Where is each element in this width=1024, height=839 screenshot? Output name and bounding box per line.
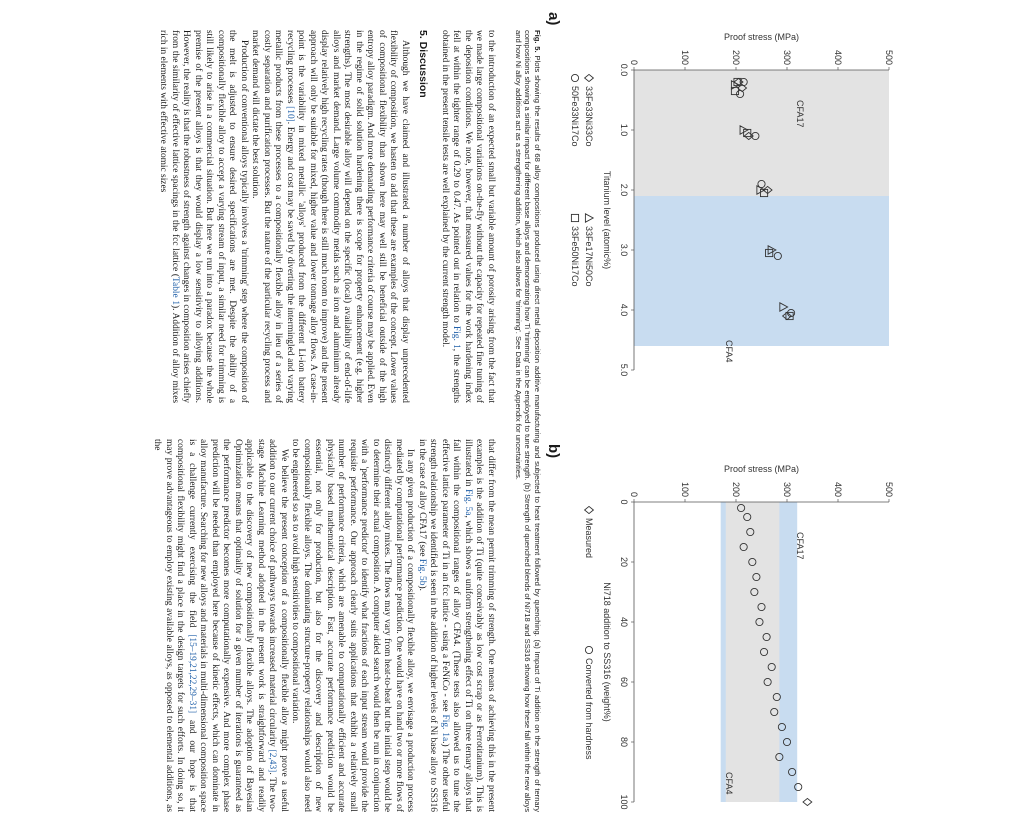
- band-label-cfa17: CFA17: [795, 100, 806, 128]
- y-tick-label: 200: [731, 49, 741, 65]
- figure-link[interactable]: Fig. 5a: [463, 489, 473, 516]
- y-axis-label: Proof stress (MPa): [723, 464, 800, 474]
- band-label-cfa17: CFA17: [795, 532, 806, 560]
- y-tick-label: 100: [680, 49, 690, 65]
- legend-marker-diamond: [585, 74, 594, 81]
- chart-panel-a: [544, 30, 984, 380]
- legend-marker-diamond: [585, 506, 594, 513]
- y-tick-label: 400: [833, 49, 843, 65]
- text-run: Although we have claimed and illustrated a number of alloys that display unprecedented flexibility of composition, we hasten to add that these are examples of the concept. Lower values of compositional flexibility than shown here may well still be beneficial outside of the high entropy alloy paradigm. And more demanding performance criteria of course may be applied. Even in the regime of solid solution hardening there is scope for property enhancement (e.g. higher strengths). The most desirable alloy will depend on the specific (local) availability of end-of-life alloys and market demand. Large volume commodity metals such as iron and aluminium already display relatively high recycling rates (though there is still much room to improve) and the present approach will only be suitable for mixed, higher value and lower tonnage alloy flows. A case-in-point is the variability in mixed metallic 'alloys' produced from the different Li-ion battery recycling processes: [285, 30, 410, 403]
- band-label-cfa4: CFA4: [723, 772, 734, 795]
- legend-label: Measured: [584, 518, 594, 559]
- x-tick-label: 5.0: [619, 363, 629, 377]
- figure-link[interactable]: Fig. 5b: [417, 558, 427, 586]
- paragraph: [439, 30, 497, 403]
- x-tick-label: 3.0: [619, 243, 629, 257]
- text-run: , which shows a uniform strengthening effect of Ti on three ternary alloys that fall within the compositional ranges of alloy CFA4. (These tests also allowed us to tune the effective lattice parameter of Ti in an fcc lattice - using a FeNiCo - see: [440, 439, 473, 812]
- y-tick-label: 400: [833, 481, 843, 497]
- text-run: We believe the present conception of a compositionally flexible alloy might prove a useful addition to our current choice of pathways towards increased material circularity: [267, 439, 289, 812]
- text-run: . The two-stage Machine Learning method adopted in the present work is straightforward and readily applicable to the discovery of new compositionally flexible alloys. The adoption of Bayesian Optimization means that optimality of solution for a given number of iterations is guaranteed as the performance predictor becomes more computationally expensive. And more complex phase prediction will be needed than employed here because of kinetic effects, which can dominate in alloy manufacture. Searching for new alloys and materials in multi-dimensional composition space is a challenge currently exercising the field: [187, 439, 278, 812]
- x-axis-label: Titanium level (atomic%): [602, 170, 612, 270]
- text-column-right: [26, 439, 496, 812]
- paragraph: [157, 30, 249, 403]
- x-tick-label: 1.0: [619, 123, 629, 137]
- text-run: .) The other useful strength relationship we identified is seen in the addition of higher levels of Ni base alloy to SS316 in the case of alloy CFA17 (see: [417, 439, 450, 812]
- legend-marker-triangle: [585, 214, 593, 222]
- x-tick-label: 4.0: [619, 303, 629, 317]
- legend-marker-circle: [571, 74, 578, 81]
- paragraph: [151, 439, 289, 812]
- panel-a-label: a): [545, 12, 562, 26]
- text-run: and our hope is that compositional flexibility might find a place in the design targets for such efforts. In doing so, it may prove advantageous to employ existing available alloys, as opposed to elemental additions, as the: [152, 439, 197, 812]
- x-tick-label: 60: [619, 676, 629, 688]
- y-tick-label: 500: [884, 481, 894, 497]
- text-run: ).: [417, 585, 427, 591]
- figure-link[interactable]: Fig. 1a: [440, 714, 450, 742]
- text-run: . Energy and cost may be saved by diverting the intermingled and varying metallic products from these processes to a compositionally flexible alloy in lieu of a series of costly separation and purification processes. But the nature of the particular recycling process and market demand will dictate the best solution.: [250, 30, 295, 403]
- x-tick-label: 0: [619, 499, 629, 505]
- legend-label: 33Fe17Ni50Co: [584, 226, 594, 287]
- y-tick-label: 0: [629, 491, 639, 497]
- paragraph: [289, 439, 416, 812]
- text-run: In any given production of a compositionally flexible alloy, we envisage a production process mediated by computational performance prediction. One would have on hand two or more flows of distinctly different alloy mixes. The flows may vary from heat-to-heat but the initial step would be to determine their actual composition. A computer aided search would then be run in conjunction with a 'performance predictor' to identify what fractions of each input stream would provide the requisite performance. Our approach clearly suits applications that exhibit a relatively small number of performance criteria, which are amenable to computationally efficient and accurate physically based mathematical description. Fast, accurate performance prediction would be essential, not only for production, but also for the discovery and description of new compositionally flexible alloys. The dominating structure-property relationships would also need to be engineered so as to avoid high sensitivities to compositional variation.: [290, 439, 416, 812]
- y-axis-label: Proof stress (MPa): [723, 32, 800, 42]
- y-tick-label: 300: [782, 481, 792, 497]
- citation-link[interactable]: [2,43]: [267, 749, 278, 773]
- data-point-diamond: [803, 798, 812, 805]
- paragraph: [249, 30, 410, 403]
- figure-link[interactable]: Fig. 1: [451, 325, 462, 349]
- panel-b-label: b): [545, 444, 562, 459]
- text-run: to the introduction of an expected small but variable amount of porosity arising from the fact that we made large compositional variations on-the-fly without the capacity for repeated fine tuning of the deposition conditions. We note, however, that measured values for the work hardening index fell at within the tighter range of 0.29 to 0.47. As pointed out in relation to: [451, 30, 496, 403]
- y-tick-label: 200: [731, 481, 741, 497]
- citation-link[interactable]: [15–19,21,22,29–31]: [187, 634, 197, 714]
- table-link[interactable]: Table 1: [170, 276, 180, 306]
- chart-panel-b: [544, 462, 984, 812]
- band-cfa17: [634, 70, 889, 196]
- caption-text: Plots showing the results of 68 alloy compositions produced using direct metal deposition additive manufacturing and subjected to heat treatment followed by quenching. (a) Impact of Ti addition on the strength of ternary compositions showing a similar impact for different base alloys and demonstrating how Ti 'trimming' can be employed to tune strength. (b) Strength of quenched blends of Ni718 and SS316 showing how these fall within the new alloys and how Ni alloy additions act as a strengthening addition, which also allows for 'trimming'. See Data in the Appendix for uncertainties.: [513, 30, 542, 812]
- text-column-left: [26, 30, 496, 403]
- legend-marker-circle: [585, 646, 592, 653]
- legend-marker-square: [571, 214, 578, 221]
- legend-label: 33Fe33Ni33Co: [584, 86, 594, 147]
- legend-label: 33Fe50Ni17Co: [570, 226, 580, 287]
- text-run: ). Addition of alloy mixes rich in elements with effective atomic sizes: [158, 30, 180, 403]
- x-tick-label: 0.0: [619, 63, 629, 77]
- x-tick-label: 2.0: [619, 183, 629, 197]
- chart-a-svg: [544, 30, 984, 380]
- y-tick-label: 100: [680, 481, 690, 497]
- paragraph: [416, 439, 497, 812]
- x-axis-label: Ni718 addition to SS316 (weight%): [602, 582, 612, 722]
- legend-label: 50Fe33Ni17Co: [570, 86, 580, 147]
- figure-caption: [502, 30, 542, 812]
- y-tick-label: 500: [884, 49, 894, 65]
- text-run: that differ from the mean permit trimming of strength. One means of achieving this in the present examples is the addition of Ti (quite conceivably as low cost scrap or as Ferrotitanium). This is illustrated in: [463, 439, 496, 812]
- band-cfa17: [723, 502, 780, 802]
- x-tick-label: 20: [619, 556, 629, 568]
- x-tick-label: 100: [619, 794, 629, 810]
- text-run: , the strengths obtained in the present tensile tests are well explained by the current strength model.: [440, 30, 462, 403]
- caption-label: Fig. 5.: [533, 30, 542, 53]
- chart-b-svg: [544, 462, 984, 812]
- y-tick-label: 300: [782, 49, 792, 65]
- citation-link[interactable]: [10]: [285, 106, 295, 122]
- y-tick-label: 0: [629, 59, 639, 65]
- legend-label: Converted from hardness: [584, 658, 594, 760]
- section-heading: 5. Discussion: [417, 30, 430, 98]
- x-tick-label: 80: [619, 736, 629, 748]
- band-label-cfa4: CFA4: [723, 340, 734, 363]
- text-run: Production of conventional alloys typically involves a 'trimming' step where the composition of the melt is adjusted to ensure desired specifications are met. Despite the ability of a compositionally flexible alloy to accept a varying stream of input, a similar need for trimming is still likely to arise in a commercial situation. But here we run into a paradox because the whole premise of the present alloys is that they would display a low sensitivity to alloying additions. However, the reality is that the robustness of strength against changes in composition arises chiefly from the similarity of effective lattice spacings in the fcc lattice (: [170, 30, 249, 403]
- x-tick-label: 40: [619, 616, 629, 628]
